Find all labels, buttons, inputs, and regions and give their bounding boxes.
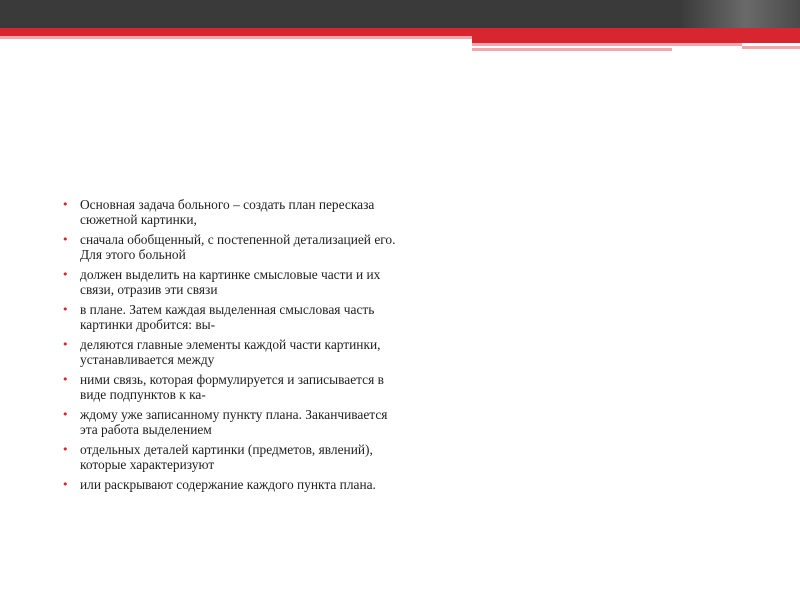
header-pink-stripe-right-2 [472, 48, 672, 51]
paragraph-text: сначала обобщенный, с постепенной детализацией его. Для этого больной [80, 232, 396, 262]
bullet-icon: • [62, 338, 69, 351]
bullet-icon: • [62, 443, 69, 456]
header-red-stripe [0, 28, 800, 36]
header-gradient-accent [680, 0, 800, 28]
paragraph-text: должен выделить на картинке смысловые части и их связи, отразив эти связи [80, 267, 381, 297]
bullet-icon: • [62, 233, 69, 246]
list-item [62, 197, 402, 227]
paragraph-text: ждому уже записанному пункту плана. Заканчивается эта работа выделением [80, 407, 388, 437]
list-item [62, 477, 402, 492]
list-item [62, 337, 402, 367]
slide-bullet-list [62, 197, 402, 497]
bullet-icon: • [62, 373, 69, 386]
list-item [62, 407, 402, 437]
bullet-icon: • [62, 408, 69, 421]
header-red-stripe-right [472, 36, 800, 43]
paragraph-text: Основная задача больного – создать план пересказа сюжетной картинки, [80, 197, 375, 227]
paragraph-text: или раскрывают содержание каждого пункта плана. [80, 477, 376, 492]
list-item [62, 302, 402, 332]
list-item [62, 267, 402, 297]
bullet-icon: • [62, 198, 69, 211]
paragraph-text: отдельных деталей картинки (предметов, явлений), которые характеризуют [80, 442, 373, 472]
bullet-icon: • [62, 303, 69, 316]
header-pink-stripe-right-3 [742, 46, 800, 49]
list-item [62, 372, 402, 402]
header-pink-stripe-left [0, 36, 472, 39]
bullet-icon: • [62, 478, 69, 491]
paragraph-text: деляются главные элементы каждой части картинки, устанавливается между [80, 337, 381, 367]
header-pink-stripe-right-1 [472, 43, 742, 46]
paragraph-text: в плане. Затем каждая выделенная смысловая часть картинки дробится: вы- [80, 302, 375, 332]
paragraph-text: ними связь, которая формулируется и записывается в виде подпунктов к ка- [80, 372, 384, 402]
bullet-icon: • [62, 268, 69, 281]
list-item [62, 442, 402, 472]
list-item [62, 232, 402, 262]
